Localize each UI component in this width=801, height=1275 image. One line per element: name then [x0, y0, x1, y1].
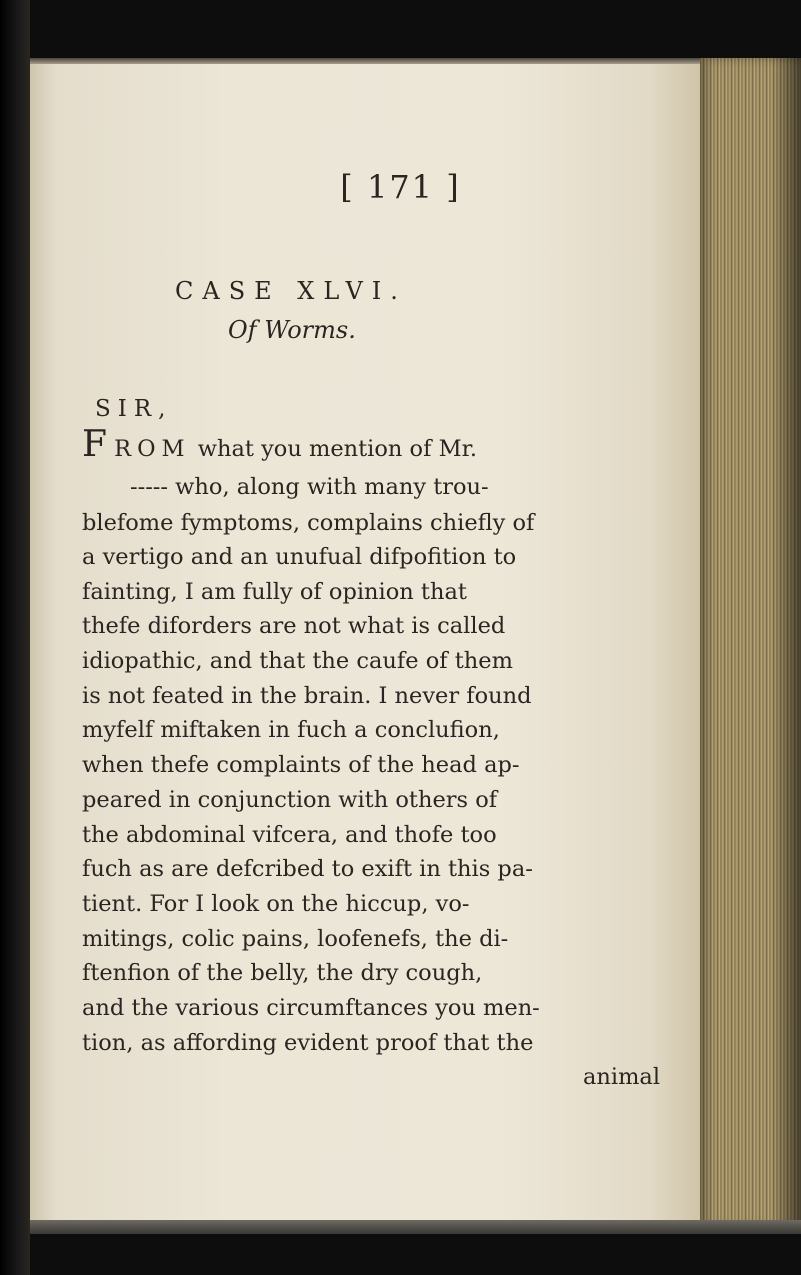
body-line: when thefe complaints of the head ap-	[82, 752, 520, 778]
body-line: ----- who, along with many trou-	[130, 474, 489, 500]
case-heading: CASE XLVI.	[175, 277, 407, 305]
body-line: myfelf miftaken in fuch a conclufion,	[82, 717, 500, 743]
body-line: idiopathic, and that the caufe of them	[82, 648, 513, 674]
page-top-edge	[30, 58, 730, 64]
body-line: the abdominal vifcera, and thofe too	[82, 822, 497, 848]
page-number: [ 171 ]	[340, 168, 461, 206]
case-subheading: Of Worms.	[228, 316, 356, 344]
catchword: animal	[583, 1064, 661, 1090]
body-line: fainting, I am fully of opinion that	[82, 579, 467, 605]
body-line: and the various circumftances you men-	[82, 995, 540, 1021]
body-first-line	[82, 424, 502, 465]
first-word-rest: ROM	[114, 436, 191, 462]
body-line: is not feated in the brain. I never found	[82, 683, 532, 709]
body-line: blefome fymptoms, complains chiefly of	[82, 510, 535, 536]
body-line: mitings, colic pains, loofenefs, the di-	[82, 926, 509, 952]
body-line: thefe diforders are not what is called	[82, 613, 506, 639]
body-line: tion, as affording evident proof that the	[82, 1030, 534, 1056]
page-edges	[700, 58, 801, 1228]
body-line: fuch as are defcribed to exift in this pa-	[82, 856, 533, 882]
body-line: peared in conjunction with others of	[82, 787, 498, 813]
body-line: ftenfion of the belly, the dry cough,	[82, 960, 483, 986]
salutation: SIR,	[95, 396, 173, 422]
drop-cap: F	[82, 424, 107, 465]
first-line-rest: what you mention of Mr.	[197, 436, 478, 462]
body-line: tient. For I look on the hiccup, vo-	[82, 891, 470, 917]
page-bottom-edge	[30, 1220, 801, 1234]
body-line: a vertigo and an unufual difpofition to	[82, 544, 517, 570]
